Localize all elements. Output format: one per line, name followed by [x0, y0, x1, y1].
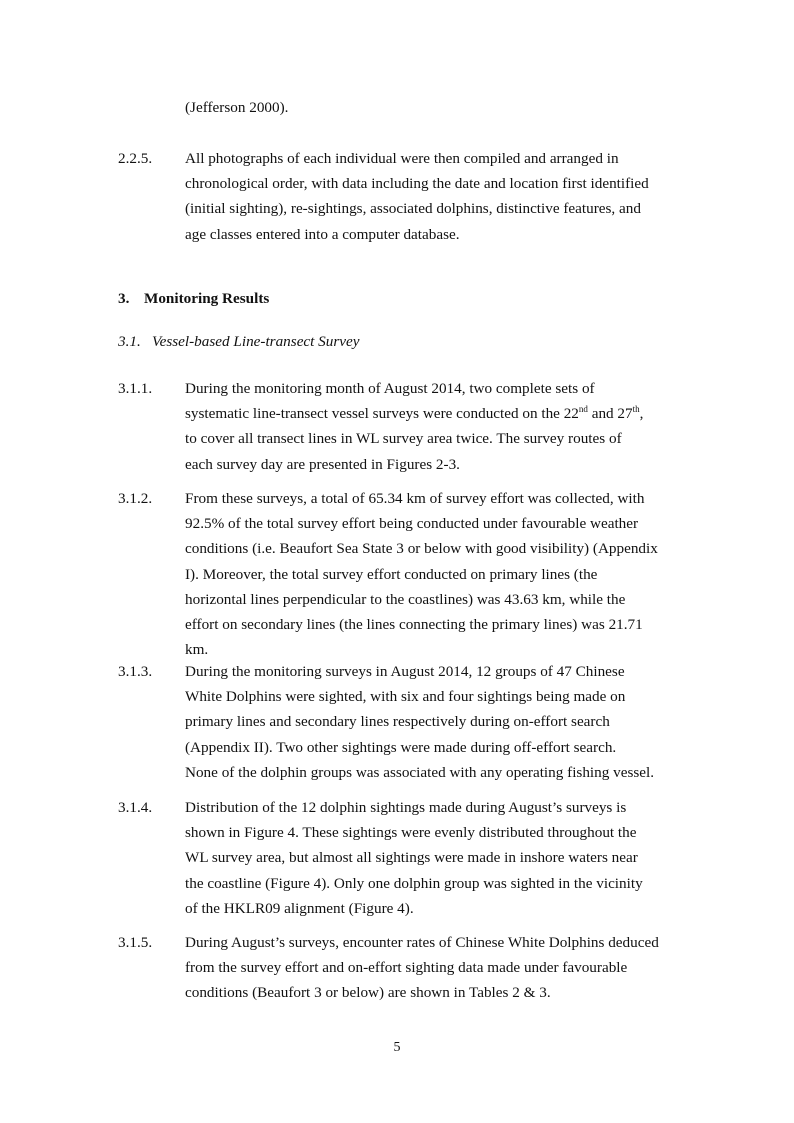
text-line: to cover all transect lines in WL survey area twice. The survey routes of — [185, 430, 622, 448]
text-line: conditions (i.e. Beaufort Sea State 3 or below with good visibility) (Appendix — [185, 540, 658, 558]
text-line: None of the dolphin groups was associated with any operating fishing vessel. — [185, 763, 655, 781]
subsection-number: 3.1. — [118, 333, 141, 350]
text-line: each survey day are presented in Figures 2-3. — [185, 455, 460, 473]
paragraph-text — [185, 795, 690, 921]
text-line: Distribution of the 12 dolphin sightings made during August’s surveys is — [185, 799, 627, 816]
text-line: shown in Figure 4. These sightings were evenly distributed throughout the — [185, 824, 637, 842]
text-line: age classes entered into a computer database. — [185, 225, 460, 243]
section-title: Monitoring Results — [144, 290, 270, 307]
paragraph-text — [185, 659, 690, 785]
text-line: From these surveys, a total of 65.34 km of survey effort was collected, with — [185, 490, 645, 507]
section-heading — [118, 289, 269, 309]
text-line: 92.5% of the total survey effort being conducted under favourable weather — [185, 515, 639, 533]
paragraph-number: 2.2.5. — [118, 150, 153, 167]
paragraph-text — [185, 146, 690, 247]
superscript: th — [632, 404, 640, 415]
text-line: During August’s surveys, encounter rates of Chinese White Dolphins deduced — [185, 934, 659, 951]
paragraph-number: 3.1.1. — [118, 380, 153, 397]
section-number: 3. — [118, 290, 130, 307]
paragraph-text — [185, 486, 690, 662]
text-fragment: and 27 — [587, 405, 633, 423]
text-fragment: systematic line-transect vessel surveys were conducted on the 22 — [185, 405, 579, 423]
text-line: chronological order, with data including the date and location first identified — [185, 175, 649, 193]
text-line — [185, 401, 690, 426]
text-line: During the monitoring surveys in August 2014, 12 groups of 47 Chinese — [185, 663, 625, 680]
page-number: 5 — [393, 1040, 401, 1055]
paragraph-number: 3.1.5. — [118, 934, 153, 951]
subsection-heading — [118, 332, 360, 352]
continuation-text: (Jefferson 2000). — [185, 99, 289, 116]
superscript: nd — [578, 404, 588, 415]
text-line: km. — [185, 641, 209, 659]
text-line: All photographs of each individual were then compiled and arranged in — [185, 150, 619, 167]
text-line: White Dolphins were sighted, with six and four sightings being made on — [185, 688, 626, 706]
text-line: conditions (Beaufort 3 or below) are shown in Tables 2 & 3. — [185, 984, 551, 1002]
subsection-title: Vessel-based Line-transect Survey — [152, 333, 360, 350]
text-line: effort on secondary lines (the lines connecting the primary lines) was 21.71 — [185, 616, 643, 634]
text-line: (Appendix II). Two other sightings were made during off-effort search. — [185, 738, 617, 756]
paragraph-text — [185, 930, 690, 1006]
text-line: the coastline (Figure 4). Only one dolphin group was sighted in the vicinity — [185, 874, 643, 892]
text-line: WL survey area, but almost all sightings were made in inshore waters near — [185, 849, 638, 867]
text-line: During the monitoring month of August 2014, two complete sets of — [185, 380, 595, 397]
text-line: (initial sighting), re-sightings, associated dolphins, distinctive features, and — [185, 200, 641, 218]
text-line: primary lines and secondary lines respectively during on-effort search — [185, 713, 610, 731]
text-line: from the survey effort and on-effort sighting data made under favourable — [185, 959, 628, 977]
paragraph-number: 3.1.4. — [118, 799, 153, 816]
paragraph-number: 3.1.2. — [118, 490, 153, 507]
text-line: I). Moreover, the total survey effort conducted on primary lines (the — [185, 565, 598, 583]
paragraph-text — [185, 376, 690, 477]
text-line: of the HKLR09 alignment (Figure 4). — [185, 899, 414, 917]
text-fragment: , — [639, 405, 644, 423]
paragraph-number: 3.1.3. — [118, 663, 153, 680]
text-line: horizontal lines perpendicular to the coastlines) was 43.63 km, while the — [185, 590, 626, 608]
